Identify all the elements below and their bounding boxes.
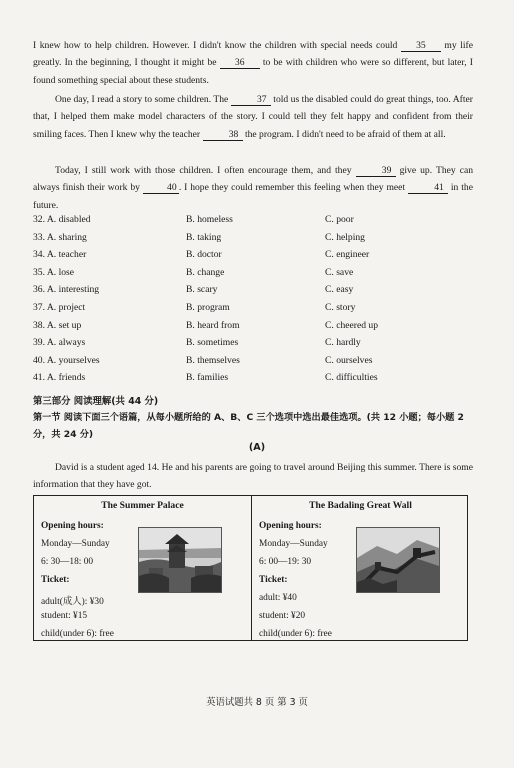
passage-text: Today, I still work with those children. I often encourage them, and they (55, 165, 352, 176)
great-wall-column (252, 496, 469, 640)
option-b[interactable]: B. scary (186, 284, 218, 296)
option-a[interactable]: 38. A. set up (33, 319, 82, 331)
option-c[interactable]: C. easy (325, 284, 354, 296)
passage-text: . I hope they could remember this feeling when they meet (178, 182, 406, 194)
option-a[interactable]: 33. A. sharing (33, 231, 87, 243)
option-c[interactable]: C. poor (325, 214, 354, 225)
passage-text: my life greatly. In the beginning, I thought it might be (33, 40, 473, 69)
days: Monday—Sunday (41, 539, 110, 549)
option-c[interactable]: C. cheered up (325, 319, 379, 331)
ticket-label: Ticket: (259, 575, 288, 585)
ticket-label: Ticket: (41, 575, 70, 585)
column-title: The Summer Palace (101, 500, 184, 511)
option-b[interactable]: B. heard from (186, 319, 240, 331)
adult-price: adult(成人): ¥30 (41, 597, 104, 607)
passage-paragraph-2 (33, 91, 473, 143)
section-heading: 第三部分 阅读理解(共 44 分) (33, 396, 159, 407)
passage-text: told us the disabled could do great things, too. After that, I helped them make model characters of the story. I could tell they felt happy and confident from their smiling faces. Then I knew why the teacher (33, 94, 473, 140)
option-row (33, 232, 473, 250)
passage-text: One day, I read a story to some children. The (55, 94, 229, 105)
passage-label: (A) (248, 442, 266, 453)
option-row (33, 267, 473, 285)
option-a[interactable]: 35. A. lose (33, 266, 75, 278)
passage-text: give up. They can always finish their work by (33, 165, 474, 194)
answer-options (33, 214, 473, 390)
option-row (33, 320, 473, 338)
passage-text: in the future. (33, 182, 473, 211)
section-instruction: 第一节 阅读下面三个语篇，从每小题所给的 A、B、C 三个选项中选出最佳选项。(共 12 小题；每小题 2 分，共 24 分) (33, 412, 464, 440)
blank-35: 35 (401, 40, 441, 52)
option-a[interactable]: 41. A. friends (33, 372, 86, 384)
option-row (33, 284, 473, 302)
passage-text: the program. I didn't need to be afraid of them at all. (244, 128, 446, 140)
days: Monday—Sunday (259, 539, 328, 549)
time: 6: 30—18: 00 (41, 557, 94, 567)
summer-palace-column (34, 496, 251, 640)
reading-intro: David is a student aged 14. He and his parents are going to travel around Beijing this summer. There is some information that they have got. (33, 462, 473, 491)
blank-37: 37 (231, 94, 271, 106)
passage-text: I knew how to help children. However. I didn't know the children with special needs could (33, 40, 398, 51)
option-a[interactable]: 40. A. yourselves (33, 354, 100, 366)
option-row (33, 372, 473, 390)
option-b[interactable]: B. sometimes (186, 337, 239, 349)
option-b[interactable]: B. taking (186, 231, 222, 243)
great-wall-photo (356, 527, 440, 593)
option-row (33, 249, 473, 267)
option-b[interactable]: B. doctor (186, 249, 222, 261)
child-price: child(under 6): free (41, 629, 114, 639)
time: 6: 00—19: 30 (259, 557, 312, 567)
column-title: The Badaling Great Wall (309, 500, 412, 511)
blank-40: 40 (143, 182, 179, 194)
blank-38: 38 (203, 129, 243, 141)
hours-label: Opening hours: (259, 521, 322, 531)
blank-39: 39 (356, 165, 396, 177)
option-a[interactable]: 36. A. interesting (33, 284, 100, 296)
option-c[interactable]: C. story (325, 301, 356, 313)
blank-41: 41 (408, 182, 448, 194)
hours-label: Opening hours: (41, 521, 104, 531)
child-price: child(under 6): free (259, 629, 332, 639)
page-footer: 英语试题共 8 页 第 3 页 (206, 697, 308, 708)
option-c[interactable]: C. hardly (325, 337, 361, 349)
option-a[interactable]: 39. A. always (33, 337, 86, 349)
summer-palace-photo (138, 527, 222, 593)
option-c[interactable]: C. engineer (325, 249, 370, 261)
passage-paragraph-1 (33, 37, 473, 89)
option-b[interactable]: B. families (186, 372, 229, 384)
option-b[interactable]: B. homeless (186, 214, 233, 225)
adult-price: adult: ¥40 (259, 593, 297, 603)
option-row (33, 355, 473, 373)
option-b[interactable]: B. themselves (186, 354, 240, 366)
option-row (33, 214, 473, 232)
option-a[interactable]: 34. A. teacher (33, 249, 87, 261)
passage-text: to be with children who were so different, but later, I found something special about these students. (33, 57, 473, 86)
option-row (33, 337, 473, 355)
option-b[interactable]: B. change (186, 266, 225, 278)
option-c[interactable]: C. helping (325, 231, 365, 243)
option-a[interactable]: 37. A. project (33, 301, 86, 313)
blank-36: 36 (220, 57, 260, 69)
option-c[interactable]: C. difficulties (325, 372, 378, 384)
option-c[interactable]: C. ourselves (325, 354, 373, 366)
info-table (33, 495, 468, 641)
option-row (33, 302, 473, 320)
option-b[interactable]: B. program (186, 301, 230, 313)
option-a[interactable]: 32. A. disabled (33, 214, 91, 225)
student-price: student: ¥15 (41, 611, 88, 621)
student-price: student: ¥20 (259, 611, 306, 621)
passage-paragraph-3 (33, 162, 473, 214)
option-c[interactable]: C. save (325, 266, 354, 278)
